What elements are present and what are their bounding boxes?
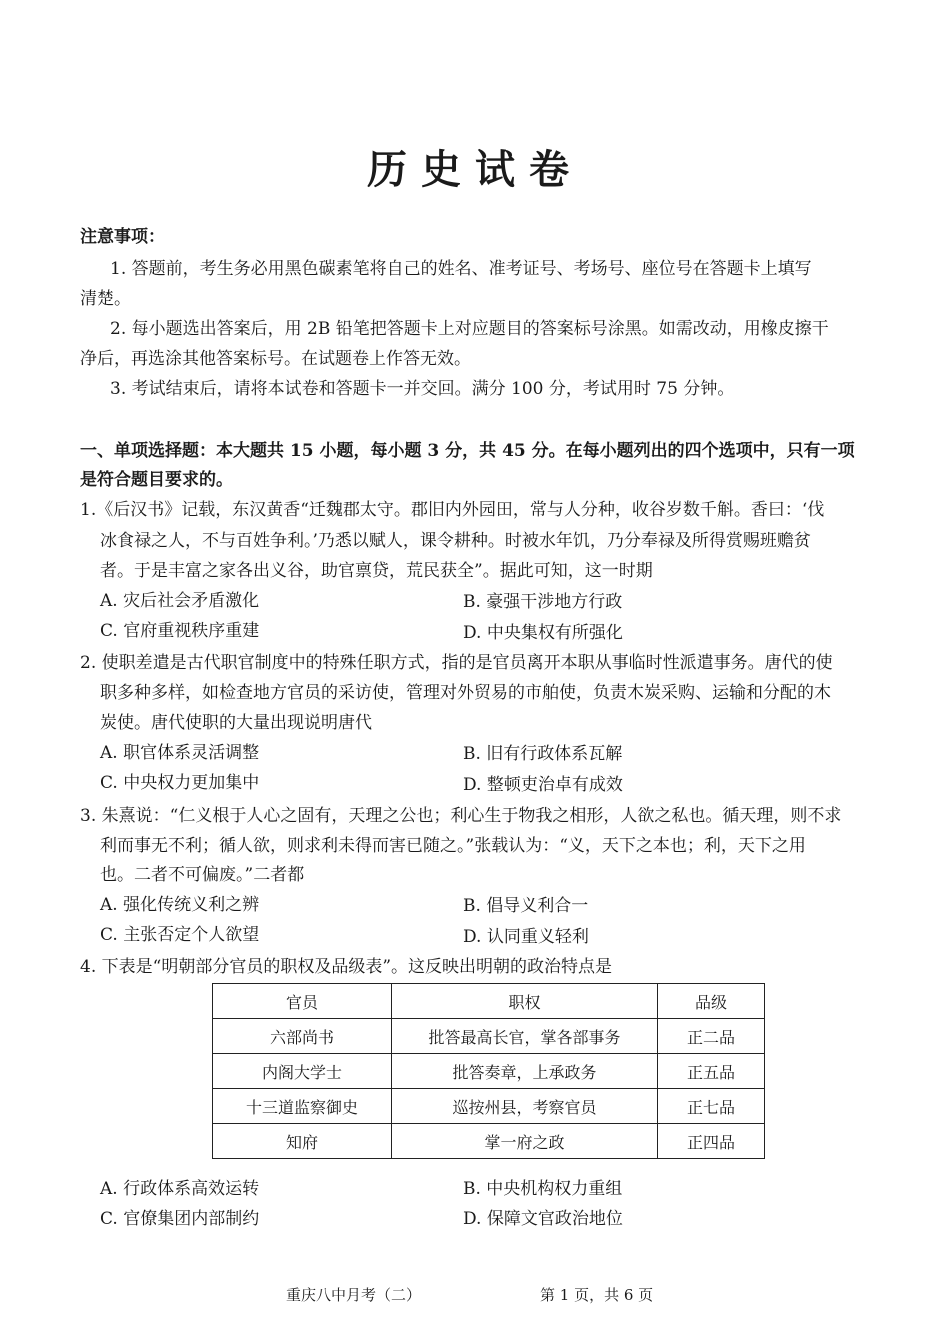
notice-heading: 注意事项：: [80, 227, 165, 247]
notice-item-1-cont: 清楚。: [80, 289, 131, 309]
table-header-cell: 官员: [213, 984, 392, 1019]
question-3-option-d: D. 认同重义轻利: [463, 927, 589, 947]
question-1-option-a: A. 灾后社会矛盾激化: [100, 591, 260, 611]
table-row: [213, 1089, 765, 1124]
table-cell: 内阁大学士: [213, 1054, 392, 1089]
question-1-line-2: 冰食禄之人，不与百姓争利。’乃悉以赋人，课令耕种。时被水年饥，乃分奉禄及所得赏赐班赡贫: [100, 531, 811, 551]
question-4-line-1: 4. 下表是“明朝部分官员的职权及品级表”。这反映出明朝的政治特点是: [80, 957, 613, 977]
table-row: [213, 1054, 765, 1089]
question-2-option-c: C. 中央权力更加集中: [100, 773, 260, 793]
question-1-option-b: B. 豪强干涉地方行政: [463, 592, 623, 612]
footer-page-number: 第 1 页，共 6 页: [540, 1286, 654, 1304]
question-2-line-2: 职多种多样，如检查地方官员的采访使，管理对外贸易的市舶使，负责木炭采购、运输和分配的木: [100, 683, 831, 703]
table-cell: 正七品: [658, 1089, 765, 1124]
table-cell: 正四品: [658, 1124, 765, 1159]
question-1-line-3: 者。于是丰富之家各出义谷，助官禀贷，荒民获全”。据此可知，这一时期: [100, 561, 653, 581]
table-cell: 掌一府之政: [392, 1124, 658, 1159]
notice-item-2-cont: 净后，再选涂其他答案标号。在试题卷上作答无效。: [80, 349, 471, 369]
question-3-line-3: 也。二者不可偏废。”二者都: [100, 865, 305, 885]
table-row: [213, 1019, 765, 1054]
table-header-row: [213, 984, 765, 1019]
page-title: 历史试卷: [367, 146, 583, 193]
question-3-line-1: 3. 朱熹说：“仁义根于人心之固有，天理之公也；利心生于物我之相形，人欲之私也。循天理，则不求: [80, 806, 842, 826]
table-cell: 巡按州县，考察官员: [392, 1089, 658, 1124]
question-3-option-b: B. 倡导义利合一: [463, 896, 589, 916]
table-header-cell: 职权: [392, 984, 658, 1019]
question-2-option-d: D. 整顿吏治卓有成效: [463, 775, 623, 795]
table-cell: 批答最高长官，掌各部事务: [392, 1019, 658, 1054]
question-4-option-d: D. 保障文官政治地位: [463, 1209, 623, 1229]
section-heading: 一、单项选择题：本大题共 15 小题，每小题 3 分，共 45 分。在每小题列出的四个选项中，只有一项: [80, 441, 855, 461]
question-2-line-3: 炭使。唐代使职的大量出现说明唐代: [100, 713, 372, 733]
table-cell: 知府: [213, 1124, 392, 1159]
question-2-line-1: 2. 使职差遣是古代职官制度中的特殊任职方式，指的是官员离开本职从事临时性派遣事务。唐代的使: [80, 653, 833, 673]
footer-exam-name: 重庆八中月考（二）: [286, 1286, 422, 1304]
section-heading-cont: 是符合题目要求的。: [80, 470, 233, 490]
question-4-option-b: B. 中央机构权力重组: [463, 1179, 623, 1199]
question-1-option-d: D. 中央集权有所强化: [463, 623, 623, 643]
table-cell: 十三道监察御史: [213, 1089, 392, 1124]
table-cell: 正二品: [658, 1019, 765, 1054]
notice-item-3: 3. 考试结束后，请将本试卷和答题卡一并交回。满分 100 分，考试用时 75 分钟。: [110, 379, 735, 399]
question-1-option-c: C. 官府重视秩序重建: [100, 621, 260, 641]
officials-table: [212, 983, 765, 1159]
table-cell: 批答奏章，上承政务: [392, 1054, 658, 1089]
question-3-option-c: C. 主张否定个人欲望: [100, 925, 260, 945]
notice-item-1: 1. 答题前，考生务必用黑色碳素笔将自己的姓名、准考证号、考场号、座位号在答题卡上填写: [110, 259, 812, 279]
question-3-line-2: 利而事无不利；循人欲，则求利未得而害已随之。”张载认为：“义，天下之本也；利，天下之用: [100, 836, 806, 856]
question-4-option-a: A. 行政体系高效运转: [100, 1179, 260, 1199]
table-row: [213, 1124, 765, 1159]
notice-item-2: 2. 每小题选出答案后，用 2B 铅笔把答题卡上对应题目的答案标号涂黑。如需改动，用橡皮擦干: [110, 319, 829, 339]
table-cell: 正五品: [658, 1054, 765, 1089]
question-4-option-c: C. 官僚集团内部制约: [100, 1209, 260, 1229]
table-cell: 六部尚书: [213, 1019, 392, 1054]
question-1-line-1: 1.《后汉书》记载，东汉黄香“迁魏郡太守。郡旧内外园田，常与人分种，收谷岁数千斛。香曰：‘伐: [80, 500, 825, 520]
table-header-cell: 品级: [658, 984, 765, 1019]
question-2-option-b: B. 旧有行政体系瓦解: [463, 744, 623, 764]
question-2-option-a: A. 职官体系灵活调整: [100, 743, 260, 763]
question-3-option-a: A. 强化传统义利之辨: [100, 895, 260, 915]
